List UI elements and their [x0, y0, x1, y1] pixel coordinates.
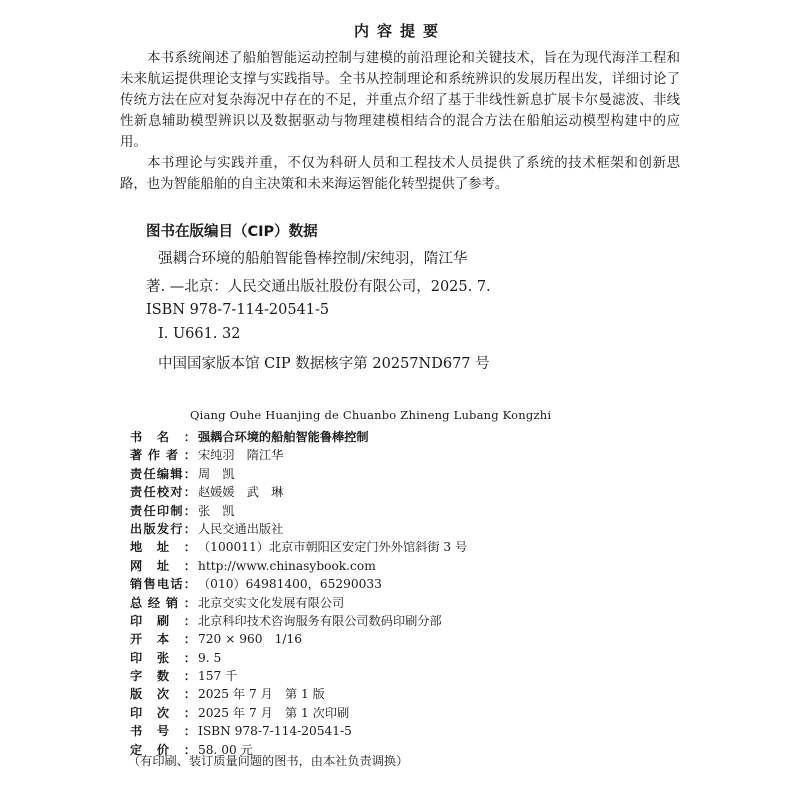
- colophon-row: [130, 502, 690, 520]
- pinyin-title: Qiang Ouhe Huanjing de Chuanbo Zhineng Lubang Kongzhi: [190, 408, 552, 422]
- colophon-row: [130, 594, 690, 612]
- colophon-row: [130, 465, 690, 483]
- colophon-label: 版次：: [130, 687, 196, 702]
- colophon-value: ISBN 978-7-114-20541-5: [198, 724, 352, 739]
- colophon-value: 2025 年 7 月 第 1 次印刷: [198, 705, 350, 720]
- colophon-row: [130, 722, 690, 740]
- summary-body: [120, 48, 680, 195]
- colophon-label: 网址：: [130, 558, 196, 573]
- colophon-label: 印刷：: [130, 613, 196, 628]
- quality-note: （有印刷、装订质量问题的图书，由本社负责调换）: [128, 754, 409, 768]
- colophon-table: [130, 428, 690, 759]
- colophon-row: [130, 704, 690, 722]
- summary-paragraph: 本书理论与实践并重，不仅为科研人员和工程技术人员提供了系统的技术框架和创新思路，也为智能船舶的自主决策和未来海运智能化转型提供了参考。: [120, 156, 680, 192]
- cip-record-number-line: 中国国家版本馆 CIP 数据核字第 20257ND677 号: [158, 356, 490, 372]
- colophon-value: 2025 年 7 月 第 1 版: [198, 687, 325, 702]
- summary-paragraph: 本书系统阐述了船舶智能运动控制与建模的前沿理论和关键技术，旨在为现代海洋工程和未来航运提供理论支撑与实践指导。全书从控制理论和系统辨识的发展历程出发，详细讨论了传统方法在应对复杂海况中存在的不足，并重点介绍了基于非线性新息扩展卡尔曼滤波、非线性新息辅助模型辨识以及数据驱动与物理建模相结合的混合方法在船舶运动模型构建中的应用。: [120, 51, 680, 150]
- cip-isbn-line: ISBN 978-7-114-20541-5: [146, 302, 330, 318]
- colophon-value: 宋纯羽 隋江华: [198, 448, 284, 463]
- colophon-row: [130, 667, 690, 685]
- colophon-label: 开本：: [130, 632, 196, 647]
- colophon-row: [130, 446, 690, 464]
- colophon-value: 58. 00 元: [198, 742, 253, 757]
- colophon-row: [130, 428, 690, 446]
- summary-title: 内容提要: [353, 22, 446, 40]
- website-link[interactable]: http://www.chinasybook.com: [198, 558, 376, 573]
- colophon-value: 周 凯: [198, 466, 235, 481]
- colophon-value: 720 × 960 1/16: [198, 632, 303, 647]
- colophon-value: 人民交通出版社: [198, 521, 284, 536]
- colophon-label: 印次：: [130, 705, 196, 720]
- colophon-value: 157 千: [198, 669, 238, 684]
- cip-title-line: 强耦合环境的船舶智能鲁棒控制/宋纯羽，隋江华: [158, 251, 468, 267]
- colophon-row: [130, 520, 690, 538]
- colophon-label: 印张：: [130, 650, 196, 665]
- colophon-label: 书名：: [130, 430, 196, 444]
- colophon-label: 地址：: [130, 540, 196, 555]
- colophon-row: [130, 538, 690, 556]
- colophon-value: 张 凯: [198, 503, 235, 518]
- colophon-value: 9. 5: [198, 650, 222, 665]
- cip-heading: 图书在版编目（CIP）数据: [146, 224, 318, 240]
- cip-publisher-line: 著. —北京：人民交通出版社股份有限公司，2025. 7.: [146, 279, 491, 295]
- colophon-label: 著作者：: [130, 448, 196, 463]
- colophon-row: [130, 483, 690, 501]
- colophon-row: [130, 557, 690, 575]
- colophon-label: 书号：: [130, 724, 196, 739]
- colophon-value: （010）64981400，65290033: [198, 577, 382, 592]
- colophon-label: 字数：: [130, 669, 196, 684]
- colophon-label: 责任编辑：: [130, 466, 196, 481]
- colophon-row: [130, 685, 690, 703]
- cip-classification-line: Ⅰ. U661. 32: [158, 326, 241, 342]
- colophon-value: 强耦合环境的船舶智能鲁棒控制: [198, 430, 369, 444]
- colophon-label: 销售电话：: [130, 577, 196, 592]
- colophon-row: [130, 649, 690, 667]
- colophon-value: （100011）北京市朝阳区安定门外外馆斜街 3 号: [198, 540, 468, 555]
- colophon-row: [130, 630, 690, 648]
- colophon-label: 总经销：: [130, 595, 196, 610]
- colophon-label: 定价：: [130, 742, 196, 757]
- colophon-label: 出版发行：: [130, 521, 196, 536]
- colophon-label: 责任校对：: [130, 485, 196, 500]
- colophon-value: 赵媛媛 武 琳: [198, 485, 284, 500]
- colophon-row: [130, 612, 690, 630]
- colophon-label: 责任印制：: [130, 503, 196, 518]
- colophon-value: 北京科印技术咨询服务有限公司数码印刷分部: [198, 613, 442, 628]
- colophon-row: [130, 575, 690, 593]
- colophon-value: 北京交实文化发展有限公司: [198, 595, 345, 610]
